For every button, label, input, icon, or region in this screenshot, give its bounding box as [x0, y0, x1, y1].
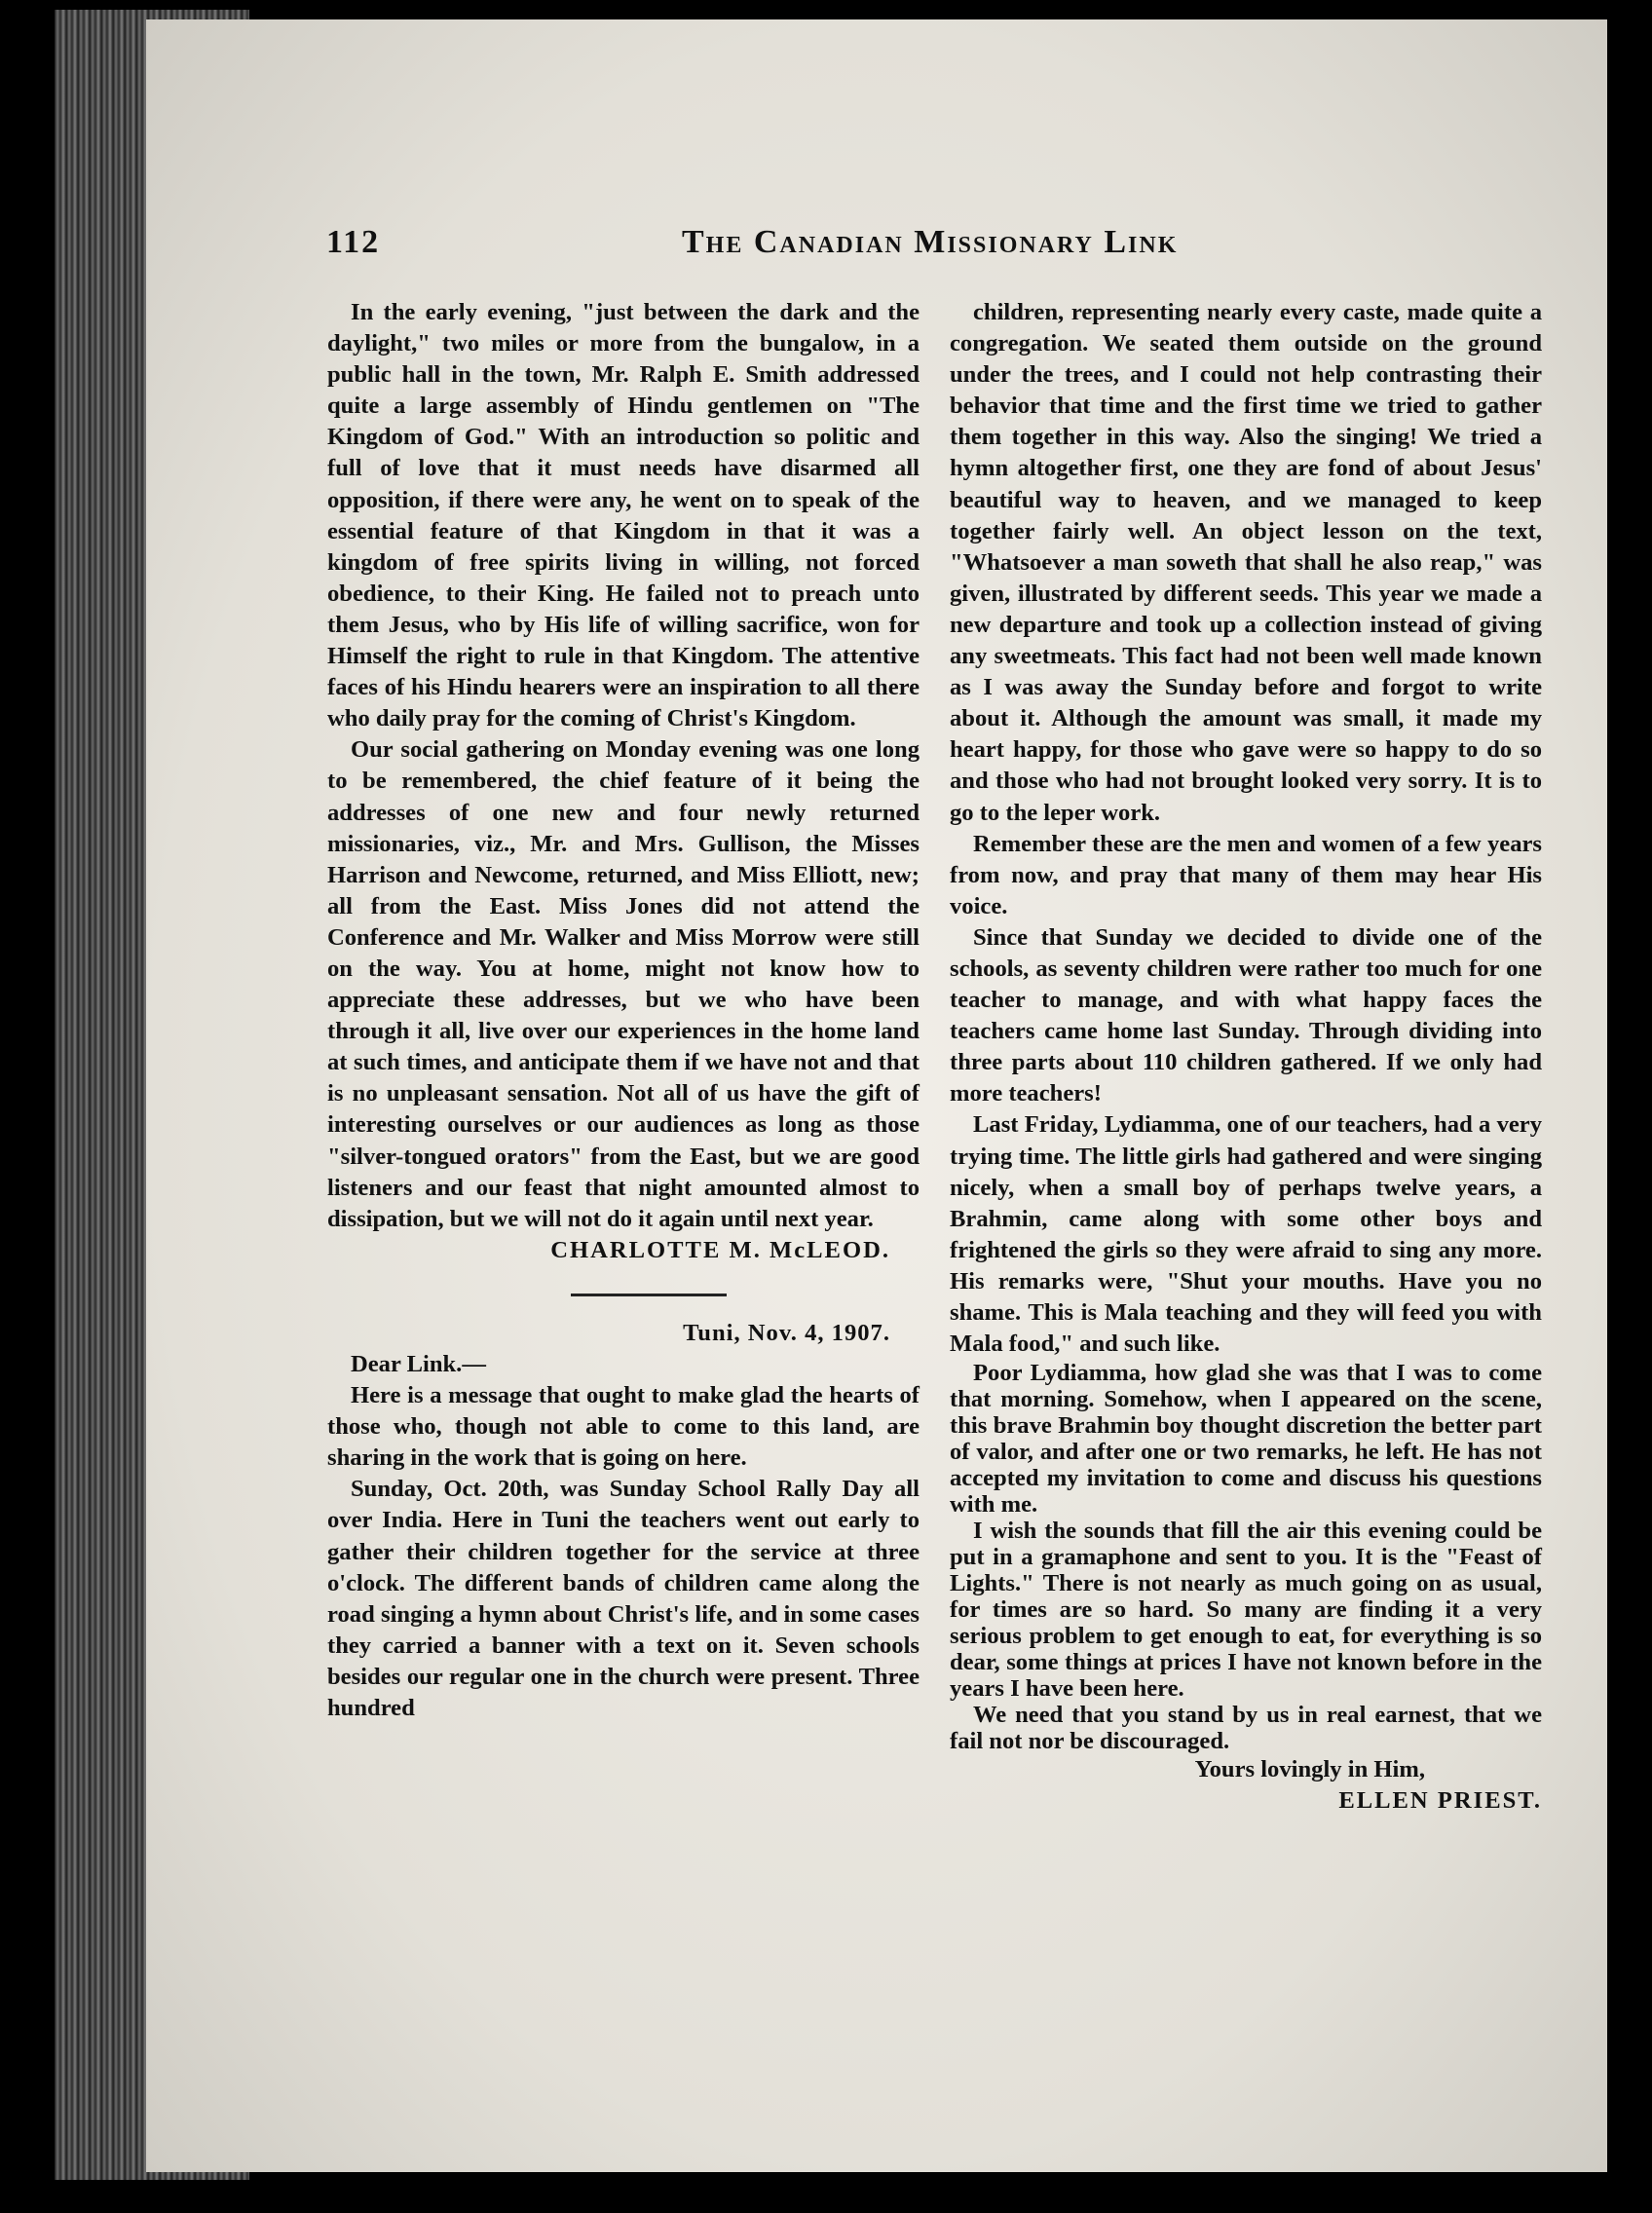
- page-number: 112: [326, 224, 381, 260]
- paragraph: In the early evening, "just between the dark and the daylight," two miles or more from the bungalow, in a public hall in the town, Mr. Ralph E. Smith addressed quite a large assembly of Hindu gentlemen on "The Kingdom of God." With an introduction so politic and full of love that it must needs have disarmed all opposition, if there were any, he went on to speak of the essential feature of that Kingdom in that it was a kingdom of free spirits living in willing, not forced obedience, to their King. He failed not to preach unto them Jesus, who by His life of willing sacrifice, won for Himself the right to rule in that Kingdom. The attentive faces of his Hindu hearers were an inspiration to all there who daily pray for the coming of Christ's Kingdom.: [327, 299, 920, 732]
- paragraph: Here is a message that ought to make glad the hearts of those who, though not able to come to this land, are sharing in the work that is going on here.: [327, 1382, 920, 1472]
- salutation: Dear Link.—: [351, 1351, 486, 1377]
- paragraph: I wish the sounds that fill the air this evening could be put in a gramaphone and sent to you. It is the "Feast of Lights." There is not nearly as much going on as usual, for times are so hard. So many are finding it a very serious problem to get enough to eat, for everything is so dear, some things at prices I have not known before in the years I have been here.: [950, 1518, 1542, 1703]
- paragraph: children, representing nearly every caste, made quite a congregation. We seated them outside on the ground under the trees, and I could not help contrasting their behavior that time and the first time we tried to gather them together in this way. Also the singing! We tried a hymn altogether first, one they are fond of about Jesus' beautiful way to heaven, and we managed to keep together fairly well. An object lesson on the text, "Whatsoever a man soweth that shall he also reap," was given, illustrated by different seeds. This year we made a new departure and took up a collection instead of giving any sweetmeats. This fact had not been well made known as I was away the Sunday before and forgot to write about it. Although the amount was small, it made my heart happy, for those who gave were so happy to do so and those who had not brought looked very sorry. It is to go to the leper work.: [950, 299, 1542, 826]
- paragraph: Last Friday, Lydiamma, one of our teachers, had a very trying time. The little girls had gathered and were singing nicely, when a small boy of perhaps twelve years, a Brahmin, came along with some other boys and frightened the girls so they were afraid to sing any more. His remarks were, "Shut your mouths. Have you no shame. This is Mala teaching and they will feed you with Mala food," and such like.: [950, 1111, 1542, 1358]
- page-header: [326, 224, 1339, 273]
- paragraph: We need that you stand by us in real earnest, that we fail not nor be discouraged.: [950, 1702, 1542, 1755]
- running-title: The Canadian Missionary Link: [682, 224, 1179, 260]
- signature-mcleod: CHARLOTTE M. McLEOD.: [550, 1236, 890, 1263]
- place-date: Tuni, Nov. 4, 1907.: [683, 1319, 890, 1346]
- signature-priest: ELLEN PRIEST.: [1338, 1787, 1542, 1815]
- paragraph: Remember these are the men and women of a few years from now, and pray that many of them may hear His voice.: [950, 830, 1542, 919]
- paragraph: Sunday, Oct. 20th, was Sunday School Rally Day all over India. Here in Tuni the teachers went out early to gather their children together for the service at three o'clock. The different bands of children came along the road singing a hymn about Christ's life, and in some cases they carried a banner with a text on it. Seven schools besides our regular one in the church were present. Three hundred: [327, 1476, 920, 1722]
- closing-line: Yours lovingly in Him,: [1194, 1756, 1425, 1783]
- left-column: [327, 297, 920, 1724]
- paragraph: Since that Sunday we decided to divide one of the schools, as seventy children were rather too much for one teacher to manage, and with what happy faces the teachers came home last Sunday. Through dividing into three parts about 110 children gathered. If we only had more teachers!: [950, 923, 1542, 1107]
- scanned-page: [146, 19, 1607, 2172]
- right-column: [950, 297, 1542, 1817]
- paragraph: Poor Lydiamma, how glad she was that I was to come that morning. Somehow, when I appeared on the scene, this brave Brahmin boy thought discretion the better part of valor, and after one or two remarks, he left. He has not accepted my invitation to come and discuss his questions with me.: [950, 1360, 1542, 1519]
- section-divider: [571, 1294, 727, 1296]
- paragraph: Our social gathering on Monday evening was one long to be remembered, the chief feature of it being the addresses of one new and four newly returned missionaries, viz., Mr. and Mrs. Gullison, the Misses Harrison and Newcome, returned, and Miss Elliott, new; all from the East. Miss Jones did not attend the Conference and Mr. Walker and Miss Morrow were still on the way. You at home, might not know how to appreciate these addresses, but we who have been through it all, live over our experiences in the home land at such times, and anticipate them if we have not and that is no unpleasant sensation. Not all of us have the gift of interesting ourselves or our audiences as long as those "silver-tongued orators" from the East, but we are good listeners and our feast that night amounted almost to dissipation, but we will not do it again until next year.: [327, 736, 920, 1232]
